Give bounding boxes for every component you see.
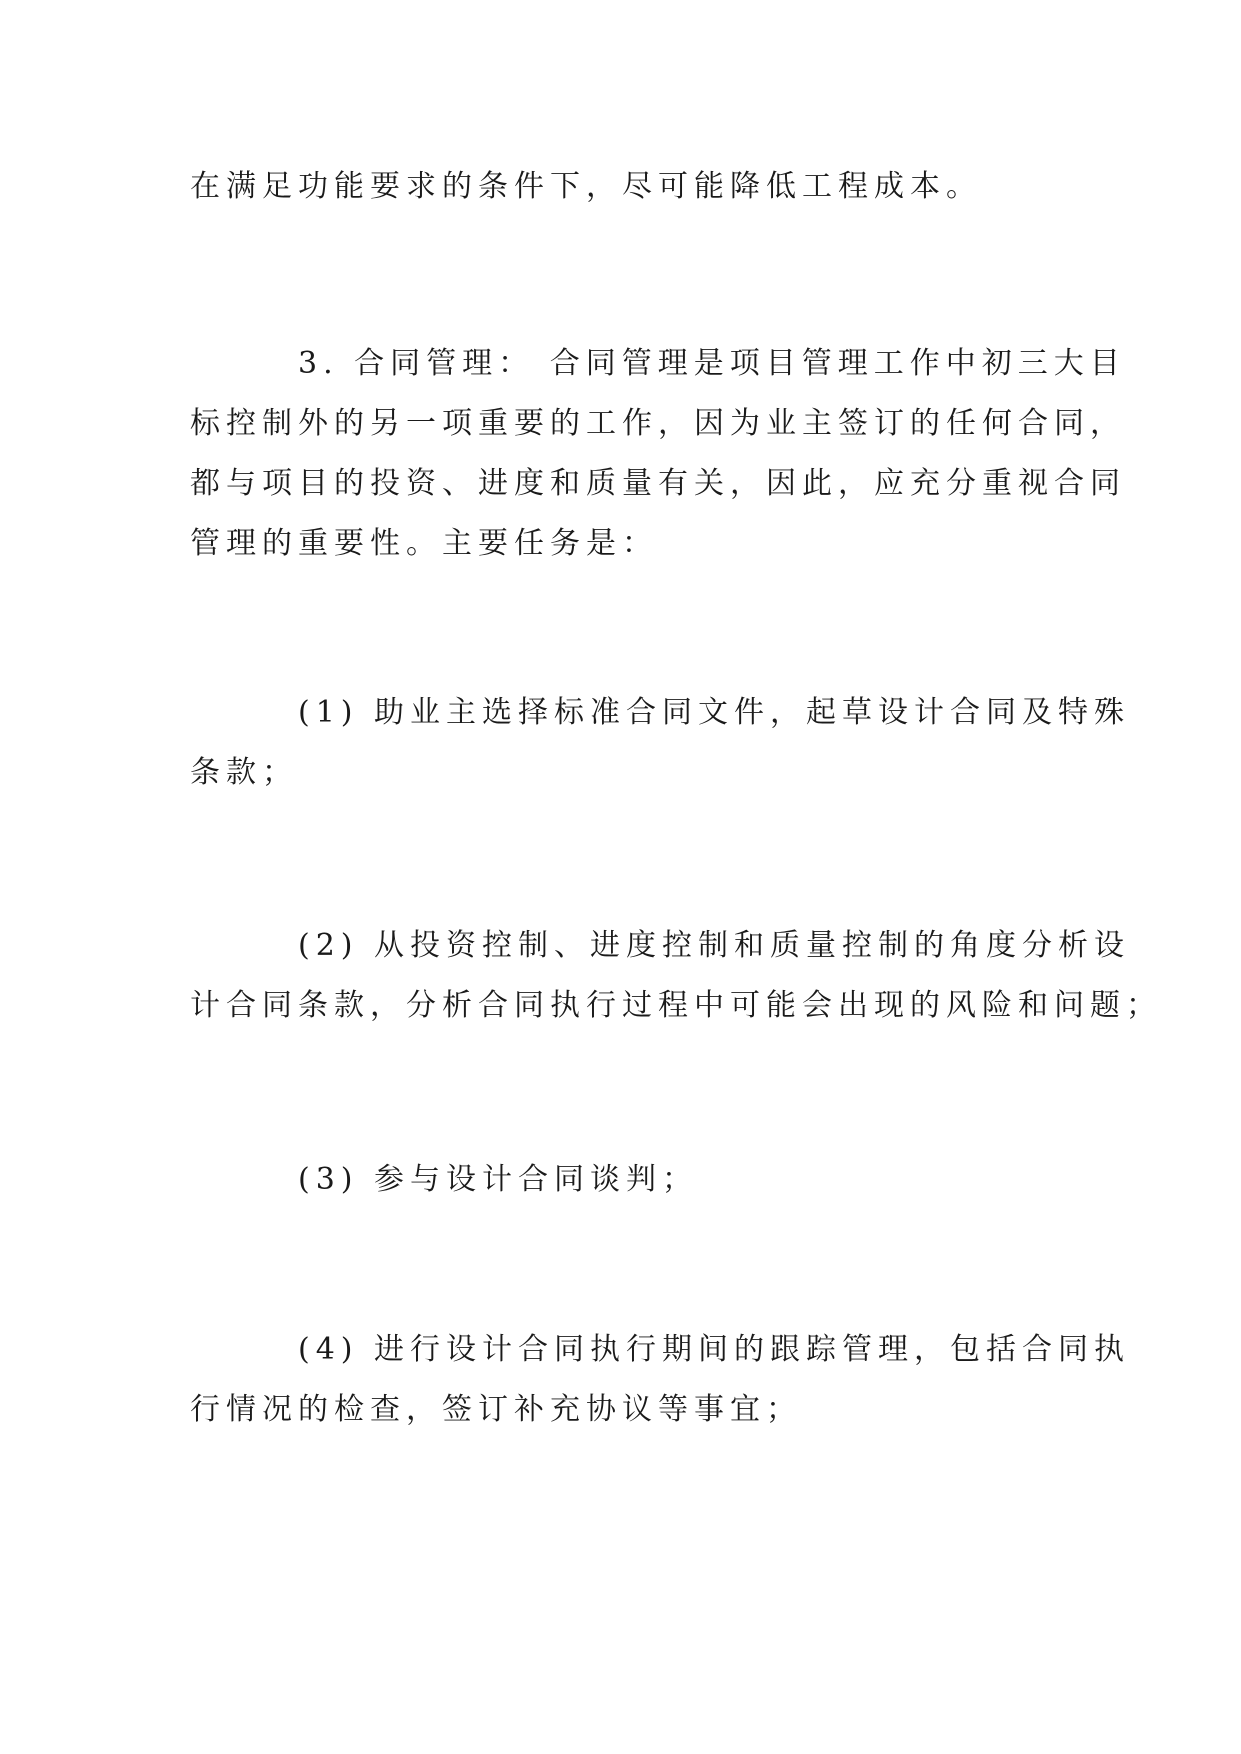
list-item-1-line: (1) 助业主选择标准合同文件，起草设计合同及特殊 [298, 695, 1131, 730]
list-item-2-line: 计合同条款，分析合同执行过程中可能会出现的风险和问题； [190, 988, 1162, 1023]
list-item-4-line: 行情况的检查，签订补充协议等事宜； [190, 1392, 802, 1427]
text-line: 管理的重要性。主要任务是： [190, 526, 658, 561]
list-item-4-line: (4) 进行设计合同执行期间的跟踪管理，包括合同执 [298, 1332, 1131, 1367]
text-line: 在满足功能要求的条件下，尽可能降低工程成本。 [190, 169, 982, 204]
list-item-3-line: (3) 参与设计合同谈判； [298, 1162, 699, 1197]
list-item-1-line: 条款； [190, 755, 298, 790]
list-item-2-line: (2) 从投资控制、进度控制和质量控制的角度分析设 [298, 928, 1131, 963]
text-line: 都与项目的投资、进度和质量有关，因此，应充分重视合同 [190, 466, 1126, 501]
text-line: 标控制外的另一项重要的工作，因为业主签订的任何合同， [190, 406, 1126, 441]
section-heading-line: 3. 合同管理： 合同管理是项目管理工作中初三大目 [298, 346, 1126, 381]
